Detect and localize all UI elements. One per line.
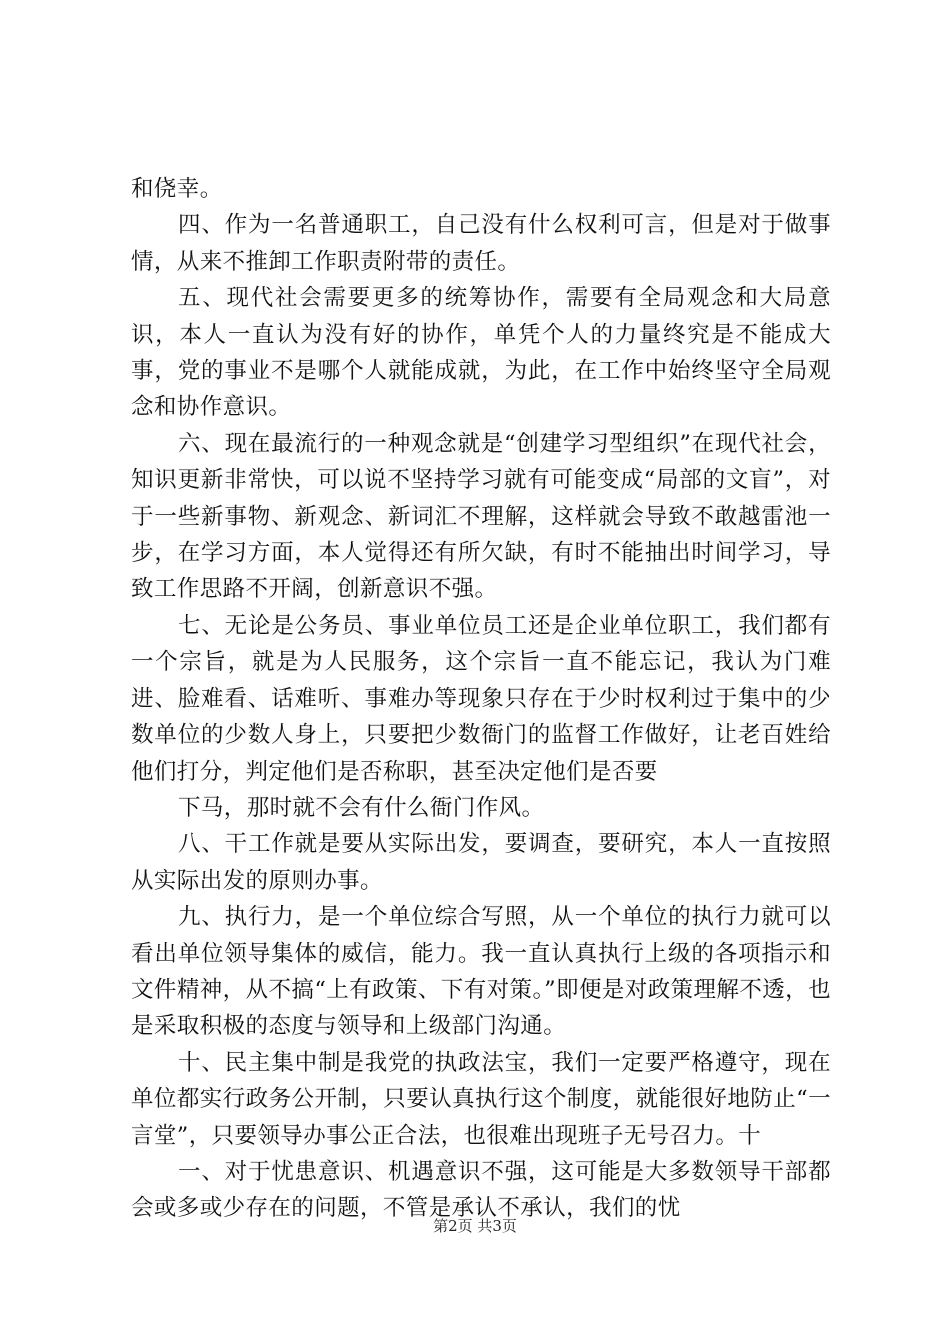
paragraph-item-9: 九、执行力，是一个单位综合写照，从一个单位的执行力就可以看出单位领导集体的威信，能力。我一直认真执行上级的各项指示和文件精神，从不搞“上有政策、下有对策。”即便是对政策理解不透，也是采取积极的态度与领导和上级部门沟通。 <box>131 904 831 1040</box>
paragraph-item-6: 六、现在最流行的一种观念就是“创建学习型组织”在现代社会，知识更新非常快，可以说不坚持学习就有可能变成“局部的文盲”，对于一些新事物、新观念、新词汇不理解，这样就会导致不敢越雷池一步，在学习方面，本人觉得还有所欠缺，有时不能抽出时间学习，导致工作思路不开阔，创新意识不强。 <box>131 430 831 603</box>
paragraph-item-10: 十、民主集中制是我党的执政法宝，我们一定要严格遵守，现在单位都实行政务公开制，只要认真执行这个制度，就能很好地防止“一言堂”，只要领导办事公正合法，也很难出现班子无号召力。十 <box>131 1049 831 1149</box>
paragraph-item-7: 七、无论是公务员、事业单位员工还是企业单位职工，我们都有一个宗旨，就是为人民服务，这个宗旨一直不能忘记，我认为门难进、脸难看、话难听、事难办等现象只存在于少时权利过于集中的少数单位的少数人身上，只要把少数衙门的监督工作做好，让老百姓给他们打分，判定他们是否称职，甚至决定他们是否要 <box>131 612 831 785</box>
paragraph-continuation: 和侥幸。 <box>131 176 223 202</box>
paragraph-item-8: 八、干工作就是要从实际出发，要调查，要研究，本人一直按照从实际出发的原则办事。 <box>131 831 831 894</box>
paragraph-item-4: 四、作为一名普通职工，自己没有什么权利可言，但是对于做事情，从来不推卸工作职责附带的责任。 <box>131 212 831 275</box>
paragraph-item-5: 五、现代社会需要更多的统筹协作，需要有全局观念和大局意识，本人一直认为没有好的协作，单凭个人的力量终究是不能成大事，党的事业不是哪个人就能成就，为此，在工作中始终坚守全局观念和协作意识。 <box>131 285 831 421</box>
document-body <box>131 171 831 1227</box>
paragraph-item-11: 一、对于忧患意识、机遇意识不强，这可能是大多数领导干部都会或多或少存在的问题，不管是承认不承认，我们的忧 <box>131 1158 831 1222</box>
paragraph-item-7-continued: 下马，那时就不会有什么衙门作风。 <box>178 794 545 821</box>
page-number-footer: 第2页 共3页 <box>433 1217 517 1235</box>
